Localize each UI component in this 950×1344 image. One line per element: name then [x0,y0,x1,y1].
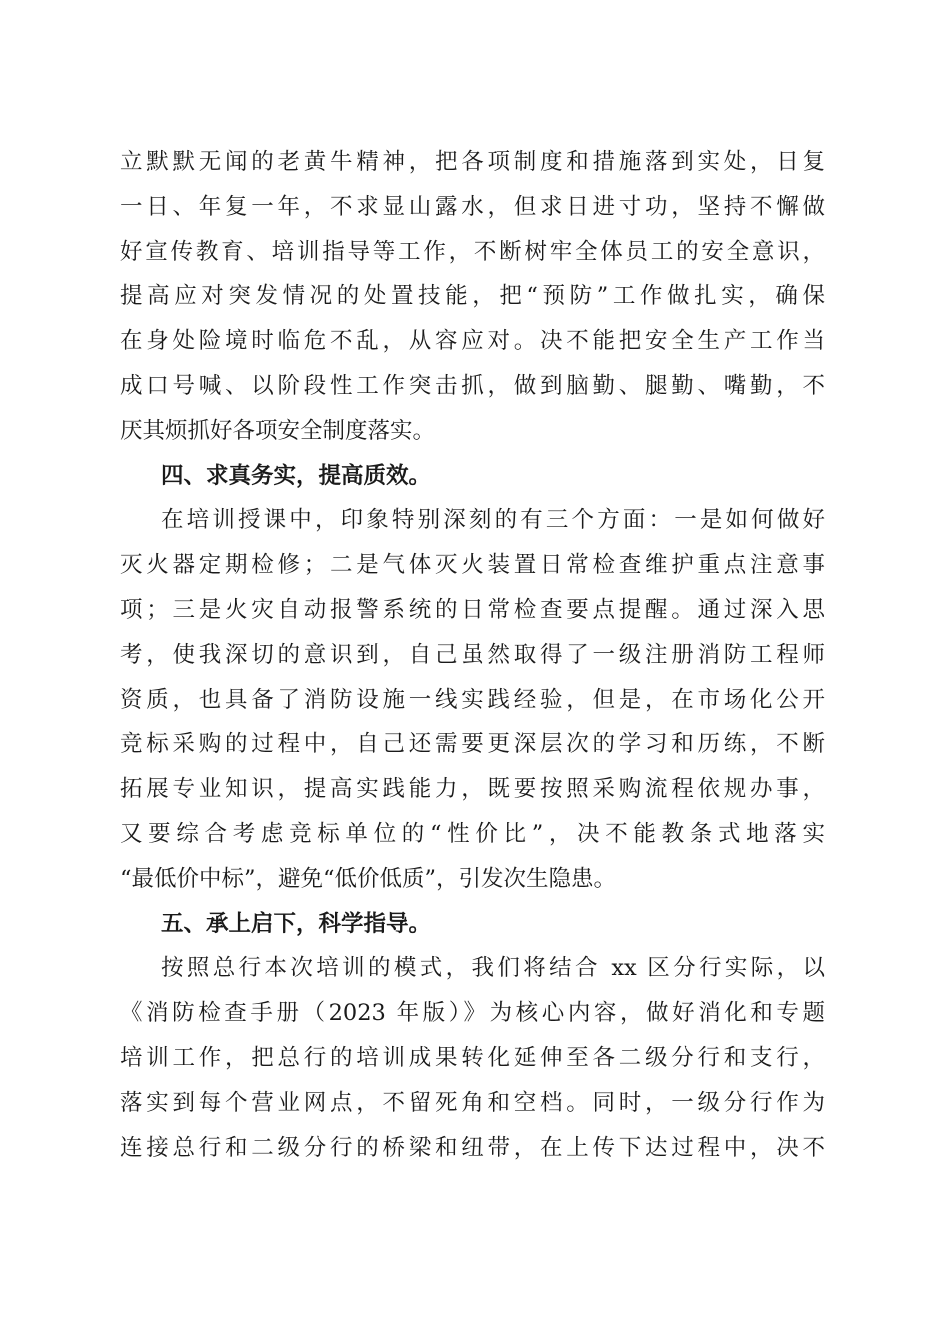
text-line: 培训工作，把总行的培训成果转化延伸至各二级分行和支行， [120,1044,825,1071]
text-line: 资质，也具备了消防设施一线实践经验，但是，在市场化公开 [120,686,825,713]
text-line: 连接总行和二级分行的桥梁和纽带，在上传下达过程中，决不 [120,1134,825,1161]
text-line: 考，使我深切的意识到，自己虽然取得了一级注册消防工程师 [120,641,825,668]
text-line: 在培训授课中，印象特别深刻的有三个方面：一是如何做好 [161,507,825,534]
document-page [120,140,825,1170]
text-line: 一日、年复一年，不求显山露水，但求日进寸功，坚持不懈做 [120,193,825,220]
text-line: 又要综合考虑竞标单位的“性价比”，决不能教条式地落实 [120,820,825,847]
text-line: 好宣传教育、培训指导等工作，不断树牢全体员工的安全意识， [120,238,825,265]
paragraph-3 [120,946,825,1170]
text-line: 项；三是火灾自动报警系统的日常检查要点提醒。通过深入思 [120,596,825,623]
text-line: “最低价中标”，避免“低价低质”，引发次生隐患。 [120,865,617,892]
text-line: 《消防检查手册（2023 年版）》为核心内容，做好消化和专题 [120,1000,825,1027]
text-line: 落实到每个营业网点，不留死角和空档。同时，一级分行作为 [120,1089,825,1116]
paragraph-2 [120,498,825,901]
text-line: 厌其烦抓好各项安全制度落实。 [120,417,436,444]
section-heading-4: 四、求真务实，提高质效。 [161,462,432,489]
text-line: 竞标采购的过程中，自己还需要更深层次的学习和历练，不断 [120,731,825,758]
paragraph-1 [120,140,825,454]
text-line: 提高应对突发情况的处置技能，把“预防”工作做扎实，确保 [120,283,825,310]
text-line: 立默默无闻的老黄牛精神，把各项制度和措施落到实处，日复 [120,149,825,175]
text-line: 成口号喊、以阶段性工作突击抓，做到脑勤、腿勤、嘴勤，不 [120,372,825,399]
section-heading-5: 五、承上启下，科学指导。 [161,910,432,937]
text-line: 在身处险境时临危不乱，从容应对。决不能把安全生产工作当 [120,328,825,355]
text-line: 拓展专业知识，提高实践能力，既要按照采购流程依规办事， [120,776,825,803]
text-line: 灭火器定期检修；二是气体灭火装置日常检查维护重点注意事 [120,552,825,579]
text-line: 按照总行本次培训的模式，我们将结合 xx 区分行实际，以 [161,955,825,982]
